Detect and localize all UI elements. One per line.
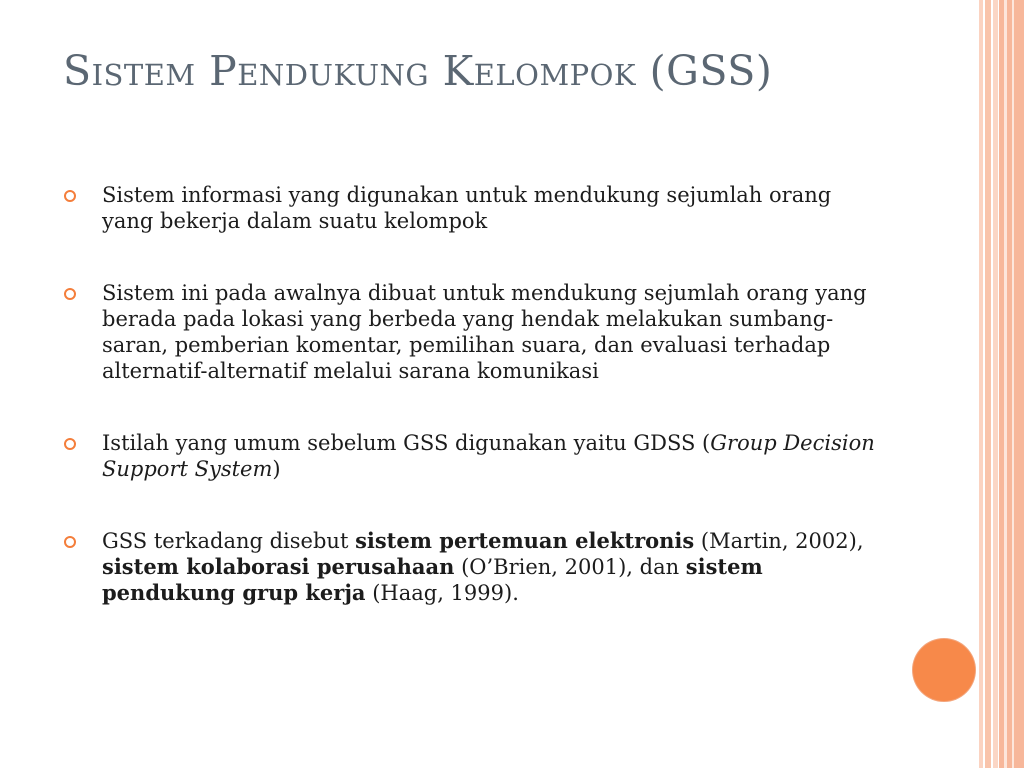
bullet-bold-term: sistem kolaborasi perusahaan — [102, 554, 455, 579]
decorative-stripe — [993, 0, 998, 768]
bullet-icon — [64, 536, 76, 548]
bullet-icon — [64, 190, 76, 202]
bullet-icon — [64, 438, 76, 450]
bullet-italic-term: Group Decision Support System — [102, 431, 875, 481]
bullet-list — [64, 182, 884, 606]
bullet-icon — [64, 288, 76, 300]
bullet-item — [64, 430, 884, 482]
bullet-item — [64, 528, 884, 606]
decorative-circle — [913, 639, 975, 701]
bullet-text: (Martin, 2002), — [694, 529, 864, 553]
bullet-text: (Haag, 1999). — [365, 581, 519, 605]
bullet-text: ) — [272, 457, 281, 481]
decorative-stripe — [1012, 0, 1014, 768]
decorative-stripe — [985, 0, 991, 768]
bullet-bold-term: sistem pendukung grup kerja — [102, 554, 763, 605]
bullet-text: Sistem ini pada awalnya dibuat untuk mendukung sejumlah orang yang berada pada lokasi yang berbeda yang hendak melakukan sumbang-saran, pemberian komentar, pemilihan suara, dan evaluasi terhadap alternatif-alternatif melalui sarana komunikasi — [102, 281, 867, 383]
bullet-text: (O’Brien, 2001), dan — [454, 555, 686, 579]
bullet-item — [64, 182, 884, 234]
decorative-stripe — [979, 0, 983, 768]
bullet-text: GSS terkadang disebut — [102, 529, 356, 553]
slide-title: Sistem Pendukung Kelompok (GSS) — [63, 47, 773, 95]
bullet-text: Sistem informasi yang digunakan untuk mendukung sejumlah orang yang bekerja dalam suatu kelompok — [102, 183, 832, 233]
bullet-bold-term: sistem pertemuan elektronis — [355, 528, 695, 553]
bullet-item — [64, 280, 884, 384]
bullet-text: Istilah yang umum sebelum GSS digunakan yaitu GDSS ( — [102, 431, 711, 455]
decorative-stripe — [1004, 0, 1007, 768]
